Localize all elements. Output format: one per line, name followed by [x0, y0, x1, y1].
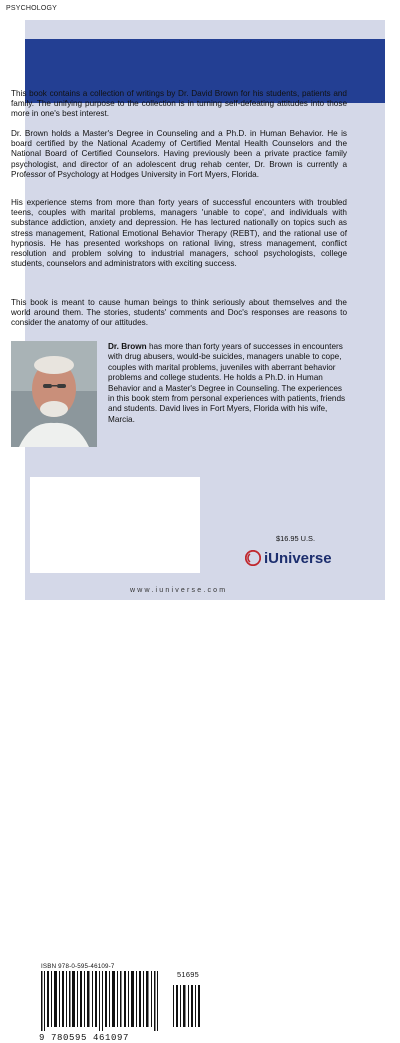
author-name: Dr. Brown — [108, 342, 147, 351]
author-portrait-icon — [11, 341, 97, 447]
price-label: $16.95 U.S. — [276, 534, 316, 543]
publisher-url: www.iuniverse.com — [130, 587, 228, 594]
description-paragraph-2: Dr. Brown holds a Master's Degree in Counseling and a Ph.D. in Human Behavior. He is board certified by the National Academy of Certified Mental Health Counselors and the National Board of Certified Counselors. Having previously been a private practice family psychologist, and director of an adolescent drug rehab center, Dr. Brown is currently a Professor of Psychology at Hodges University in Fort Myers, Florida. — [11, 129, 347, 179]
barcode-digits: 9 780595 461097 — [39, 1033, 130, 1043]
barcode — [41, 971, 201, 1031]
author-bio — [108, 342, 348, 425]
price-code: 51695 — [177, 970, 200, 979]
author-photo — [11, 341, 97, 447]
publisher-logo — [245, 548, 332, 568]
description-paragraph-4: This book is meant to cause human beings to think seriously about themselves and the world around them. The stories, students' comments and Doc's responses are reasons to consider the anatomy of our attitudes. — [11, 298, 347, 328]
description-paragraph-1: This book contains a collection of writings by Dr. David Brown for his students, patients and family. The unifying purpose to the collection is in turning self-defeating attitudes into those more in one's best interest. — [11, 89, 347, 119]
author-bio-text: has more than forty years of successes in encounters with drug abusers, would-be suicides, managers unable to cope, couples with marital problems, juveniles with aberrant behavior problems and college students. He holds a Ph.D. in Human Behavior and a Master's Degree in Counseling. The experiences in this book stem from personal experiences with patients, friends and students. David lives in Fort Myers, Florida with his wife, Marcia. — [108, 342, 346, 424]
iuniverse-logo-icon — [245, 550, 261, 566]
description-paragraph-3: His experience stems from more than forty years of successful encounters with troubled teens, couples with marital problems, managers 'unable to cope', and individuals with substance addiction, anxiety and depression. He has lectured nationally on topics such as stress management, Rational Emotional Behavior Therapy (REBT), and the rational use of hypnosis. He has presented workshops on rational living, stress management, conflict resolution and problem solving to industrial managers, school psychologists, college students, counselors and administrators with exciting success. — [11, 198, 347, 269]
isbn-label: ISBN 978-0-595-46109-7 — [41, 963, 115, 970]
publisher-name: iUniverse — [264, 549, 332, 567]
category-label: PSYCHOLOGY — [6, 5, 58, 12]
